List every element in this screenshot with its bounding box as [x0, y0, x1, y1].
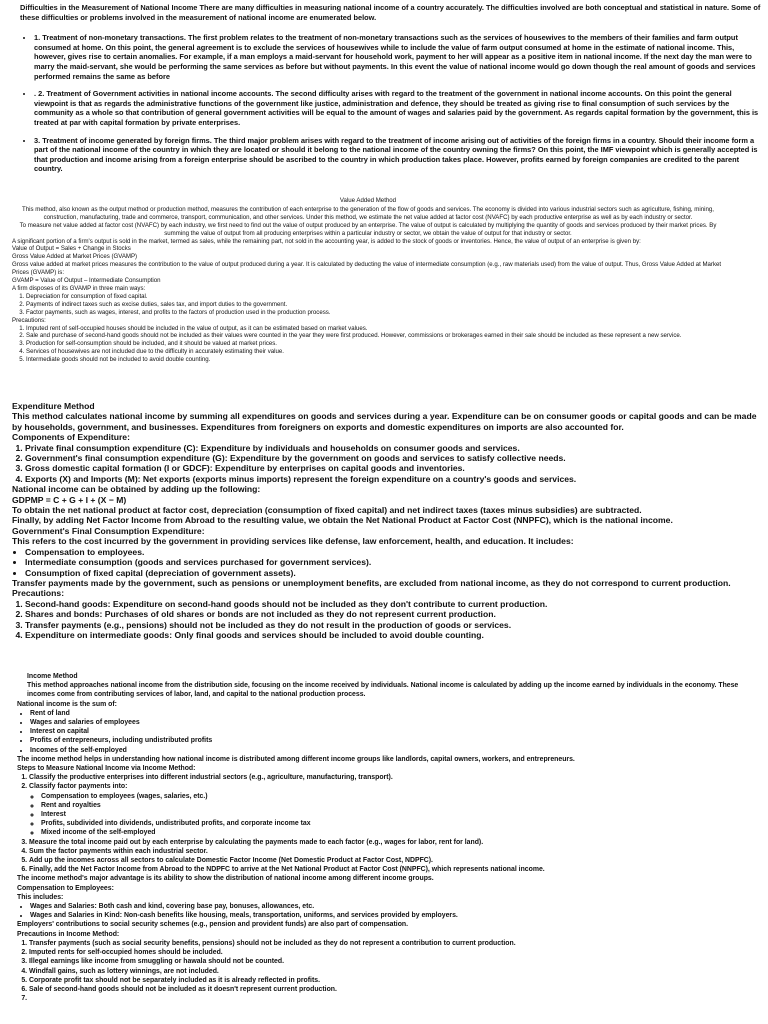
list-item: • Incomes of the self-employed — [30, 746, 758, 755]
expenditure-heading: Components of Expenditure: — [12, 432, 130, 443]
list-item: • Rent of land — [30, 709, 758, 718]
list-item: 4. Exports (X) and Imports (M): Net exports (exports minus imports) represent the foreign expenditure on a country's goods and services. — [25, 474, 758, 484]
list-item: • Profits of entrepreneurs, including undistributed profits — [30, 736, 758, 745]
list-item: 3. Illegal earnings like income from smuggling or hawala should not be counted. — [29, 957, 758, 966]
expenditure-intro: This method calculates national income by summing all expenditures on goods and services during a year. Expenditure can be on consumer goods or capital goods and can be made by households, government, and businesses. Expenditures from foreigners on exports and domestic expenditures on imports are also accounted for. — [12, 411, 757, 432]
list-item: • Compensation to employees. — [25, 547, 758, 557]
expenditure-para: Finally, by adding Net Factor Income from Abroad to the resulting value, we obtain the Net National Product at Factor Cost (NNPFC), which is the national income. — [12, 515, 673, 526]
list-item: ◦ Profits, subdivided into dividends, undistributed profits, and corporate income tax — [41, 819, 758, 828]
difficulty-item: • 3. Treatment of income generated by foreign firms. The third major problem arises with regard to the treatment of income arising out of activities of the foreign firms in a country. Should their income form a part of the national income of the country in which they are located or should it belong to the national income of the country owning the firms? On this point, the IMF viewpoint which is generally accepted is that production and income arising from a foreign enterprise should be ascribed to the country in which production takes place. However, profits earned by foreign companies are credited to the parent country. — [34, 136, 762, 174]
expenditure-para: To obtain the net national product at factor cost, depreciation (consumption of fixed capital) and net indirect taxes (taxes minus subsidies) are subtracted. — [12, 505, 642, 516]
income-heading: Precautions in Income Method: — [17, 930, 120, 938]
list-item: 3. Production for self-consumption should be included, and it should be valued at market prices. — [26, 340, 724, 348]
list-item: • Wages and Salaries: Both cash and kind, covering base pay, bonuses, allowances, etc. — [30, 902, 758, 911]
income-heading: Steps to Measure National Income via Income Method: — [17, 765, 196, 773]
income-precautions-list — [17, 939, 758, 1003]
value-added-para: A significant portion of a firm's output is sold in the market, termed as sales, while the remaining part, not sold in the accounting year, is added to the stock of goods or inventories. Hence, the value of output of an enterprise is given by: — [12, 237, 641, 245]
value-added-section — [12, 197, 724, 364]
list-item: • Wages and salaries of employees — [30, 718, 758, 727]
list-item: 1. Private final consumption expenditure (C): Expenditure by individuals and households on consumer goods and services. — [25, 443, 758, 453]
list-item: • Interest on capital — [30, 727, 758, 736]
list-item: 4. Sum the factor payments within each industrial sector. — [29, 847, 758, 856]
list-item: • Intermediate consumption (goods and services purchased for government services). — [25, 557, 758, 567]
list-item: ◦ Interest — [41, 810, 758, 819]
expenditure-para: Transfer payments made by the government, such as pensions or unemployment benefits, are excluded from national income, as they do not correspond to current production. — [12, 577, 731, 588]
list-item: 2. Government's final consumption expenditure (G): Expenditure by the government on goods and services to satisfy collective needs. — [25, 453, 758, 463]
list-item: 3. Transfer payments (e.g., pensions) should not be included as they do not result in the production of goods or services. — [25, 620, 758, 630]
list-item: 6. Sale of second-hand goods should not be included as it doesn't represent current production. — [29, 985, 758, 994]
list-item: • Consumption of fixed capital (depreciation of government assets). — [25, 568, 758, 578]
value-added-precautions-list — [12, 325, 724, 365]
income-para: This includes: — [17, 893, 64, 901]
value-added-formula: Value of Output = Sales + Change in Stocks — [12, 245, 131, 253]
difficulty-item: • . 2. Treatment of Government activities in national income accounts. The second difficulty arises with regard to the treatment of the government in national income accounts. On this point the general viewpoint is that as regards the administrative functions of the government like justice, administration and defence, they should be treated as giving rise to final consumption of such services by the community as a whole so that contribution of general government activities will be equal to the amount of wages and salaries paid by the government. As regards capital formation by the government, this is treated at par with capital formation by private enterprises. — [34, 89, 762, 127]
difficulties-list — [16, 33, 762, 174]
list-item: ◦ Mixed income of the self-employed — [41, 828, 758, 837]
income-para: The income method helps in understanding how national income is distributed among different income groups like landlords, capital owners, workers, and entrepreneurs. — [17, 755, 575, 763]
list-item: ◦ Rent and royalties — [41, 801, 758, 810]
income-para: Employers' contributions to social security schemes (e.g., pension and provident funds) are also part of compensation. — [17, 921, 409, 929]
value-added-para: This method, also known as the output method or production method, measures the contribution of each enterprise to the generation of the flow of goods and services. The economy is divided into various industrial sectors such as agriculture, fishing, mining, construction, manufacturing, trade and commerce, transport, communication, and other services. Under this method, we estimate the net value added at factor cost (NVAFC) by each productive enterprise as well as by each industry or sector. — [22, 205, 714, 221]
income-heading: Compensation to Employees: — [17, 884, 114, 892]
expenditure-heading: Precautions: — [12, 588, 65, 599]
list-item: 1. Classify the productive enterprises into different industrial sectors (e.g., agriculture, manufacturing, transport). — [29, 773, 758, 782]
list-item: 4. Windfall gains, such as lottery winnings, are not included. — [29, 967, 758, 976]
list-item: 5. Corporate profit tax should not be separately included as it is already reflected in profits. — [29, 976, 758, 985]
step-label: Classify factor payments into: — [29, 783, 128, 791]
list-item — [29, 994, 758, 1003]
income-para: The income method's major advantage is its ability to show the distribution of national income among different income groups. — [17, 875, 434, 883]
list-item: 1. Imputed rent of self-occupied houses should be included in the value of output, as it can be estimated based on market values. — [26, 325, 724, 333]
expenditure-section — [12, 401, 758, 640]
income-steps-list — [17, 773, 758, 874]
list-item: • Wages and Salaries in Kind: Non-cash benefits like housing, meals, transportation, uniforms, and services provided by employers. — [30, 911, 758, 920]
list-item: ◦ Compensation to employees (wages, salaries, etc.) — [41, 792, 758, 801]
gvamp-ways-list — [12, 293, 724, 317]
list-item: 2. Sale and purchase of second-hand goods should not be included as their values were counted in the year they were first produced. However, commissions or brokerages earned in their sale should be included as these represent a new service. — [26, 332, 724, 340]
gov-items-list — [12, 547, 758, 578]
value-added-para: A firm disposes of its GVAMP in three main ways: — [12, 284, 146, 292]
income-heading: National income is the sum of: — [17, 700, 117, 708]
income-sum-list — [17, 709, 758, 755]
value-added-heading: Gross Value Added at Market Prices (GVAMP) — [12, 253, 138, 261]
list-item — [29, 782, 758, 837]
expenditure-components-list — [12, 443, 758, 485]
list-item: 3. Gross domestic capital formation (I or GDCF): Expenditure by enterprises on capital goods and inventories. — [25, 463, 758, 473]
expenditure-para: National income can be obtained by adding up the following: — [12, 484, 261, 495]
value-added-para: To measure net value added at factor cost (NVAFC) by each industry, we first need to find out the value of output produced by an enterprise. The value of output is calculated by multiplying the quantity of goods and services produced by their market prices. By summing the value of output from all producing enterprises within a particular industry or sector, we obtain the value of output for that industry or sector. — [19, 221, 717, 237]
income-title: Income Method — [27, 673, 78, 680]
list-item: 3. Factor payments, such as wages, interest, and profits to the factors of production used in the production process. — [26, 309, 724, 317]
list-item: 4. Expenditure on intermediate goods: Only final goods and services should be included to avoid double counting. — [25, 630, 758, 640]
factor-payments-list — [29, 792, 758, 838]
compensation-list — [17, 902, 758, 920]
list-item: 5. Intermediate goods should not be included to avoid double counting. — [26, 356, 724, 364]
expenditure-formula: GDPMP = C + G + I + (X − M) — [12, 494, 127, 505]
list-item: 4. Services of housewives are not included due to the difficulty in accurately estimating their value. — [26, 348, 724, 356]
list-item: 2. Shares and bonds: Purchases of old shares or bonds are not included as they do not represent current production. — [25, 609, 758, 619]
value-added-heading: Precautions: — [12, 316, 46, 324]
value-added-title: Value Added Method — [339, 197, 397, 204]
expenditure-heading: Government's Final Consumption Expenditure: — [12, 525, 205, 536]
difficulties-section — [16, 3, 762, 174]
income-section — [17, 672, 758, 1003]
list-item: 1. Transfer payments (such as social security benefits, pensions) should not be included as they do not represent a contribution to current production. — [29, 939, 758, 948]
expenditure-precautions-list — [12, 599, 758, 641]
list-item: 1. Depreciation for consumption of fixed capital. — [26, 293, 724, 301]
list-item: 3. Measure the total income paid out by each enterprise by calculating the payments made to each factor (e.g., wages for labor, rent for land). — [29, 838, 758, 847]
value-added-para: Gross value added at market prices measures the contribution to the value of output produced during a year. It is calculated by deducting the value of intermediate consumption (e.g., raw materials used) from the value of output. Thus, Gross Value Added at Market Prices (GVAMP) is: — [12, 261, 722, 277]
value-added-formula: GVAMP = Value of Output – Intermediate Consumption — [12, 277, 161, 285]
difficulties-intro: Difficulties in the Measurement of National Income There are many difficulties in measuring national income of a country accurately. The difficulties involved are both conceptual and statistical in nature. Some of these difficulties or problems involved in the measurement of national income are enumerated below. — [20, 3, 761, 22]
expenditure-para: This refers to the cost incurred by the government in providing services like defense, law enforcement, health, and education. It includes: — [12, 536, 574, 547]
list-item: 5. Add up the incomes across all sectors to calculate Domestic Factor Income (Net Domestic Product at Factor Cost, NDPFC). — [29, 856, 758, 865]
list-item: 6. Finally, add the Net Factor Income from Abroad to the NDPFC to arrive at the Net National Product at Factor Cost (NNPFC), which represents national income. — [29, 865, 758, 874]
income-intro: This method approaches national income from the distribution side, focusing on the income received by individuals. National income is calculated by adding up the income earned by individuals in the economy. These incomes come from contributing services of labor, land, and capital to the national production process. — [27, 682, 739, 699]
list-item: 1. Second-hand goods: Expenditure on second-hand goods should not be included as they don't contribute to current production. — [25, 599, 758, 609]
difficulty-item: • 1. Treatment of non-monetary transactions. The first problem relates to the treatment of non-monetary transactions such as the services of housewives to the members of their families and farm output consumed at home. On this point, the general agreement is to exclude the services of housewives while to include the value of farm output consumed at home in the estimate of national income. This, however, gives rise to certain anomalies. For example, if a man employs a maid-servant for household work, payment to her will appear as a positive item in national income. If the next day the man were to marry the maid-servant, she would be performing the same services as before but without payments. In this event the value of national income would go down though the real amount of goods and services performed remains the same as before — [34, 33, 762, 81]
list-item: 2. Imputed rents for self-occupied homes should be included. — [29, 948, 758, 957]
list-item: 2. Payments of indirect taxes such as excise duties, sales tax, and import duties to the government. — [26, 301, 724, 309]
expenditure-title: Expenditure Method — [12, 401, 95, 411]
